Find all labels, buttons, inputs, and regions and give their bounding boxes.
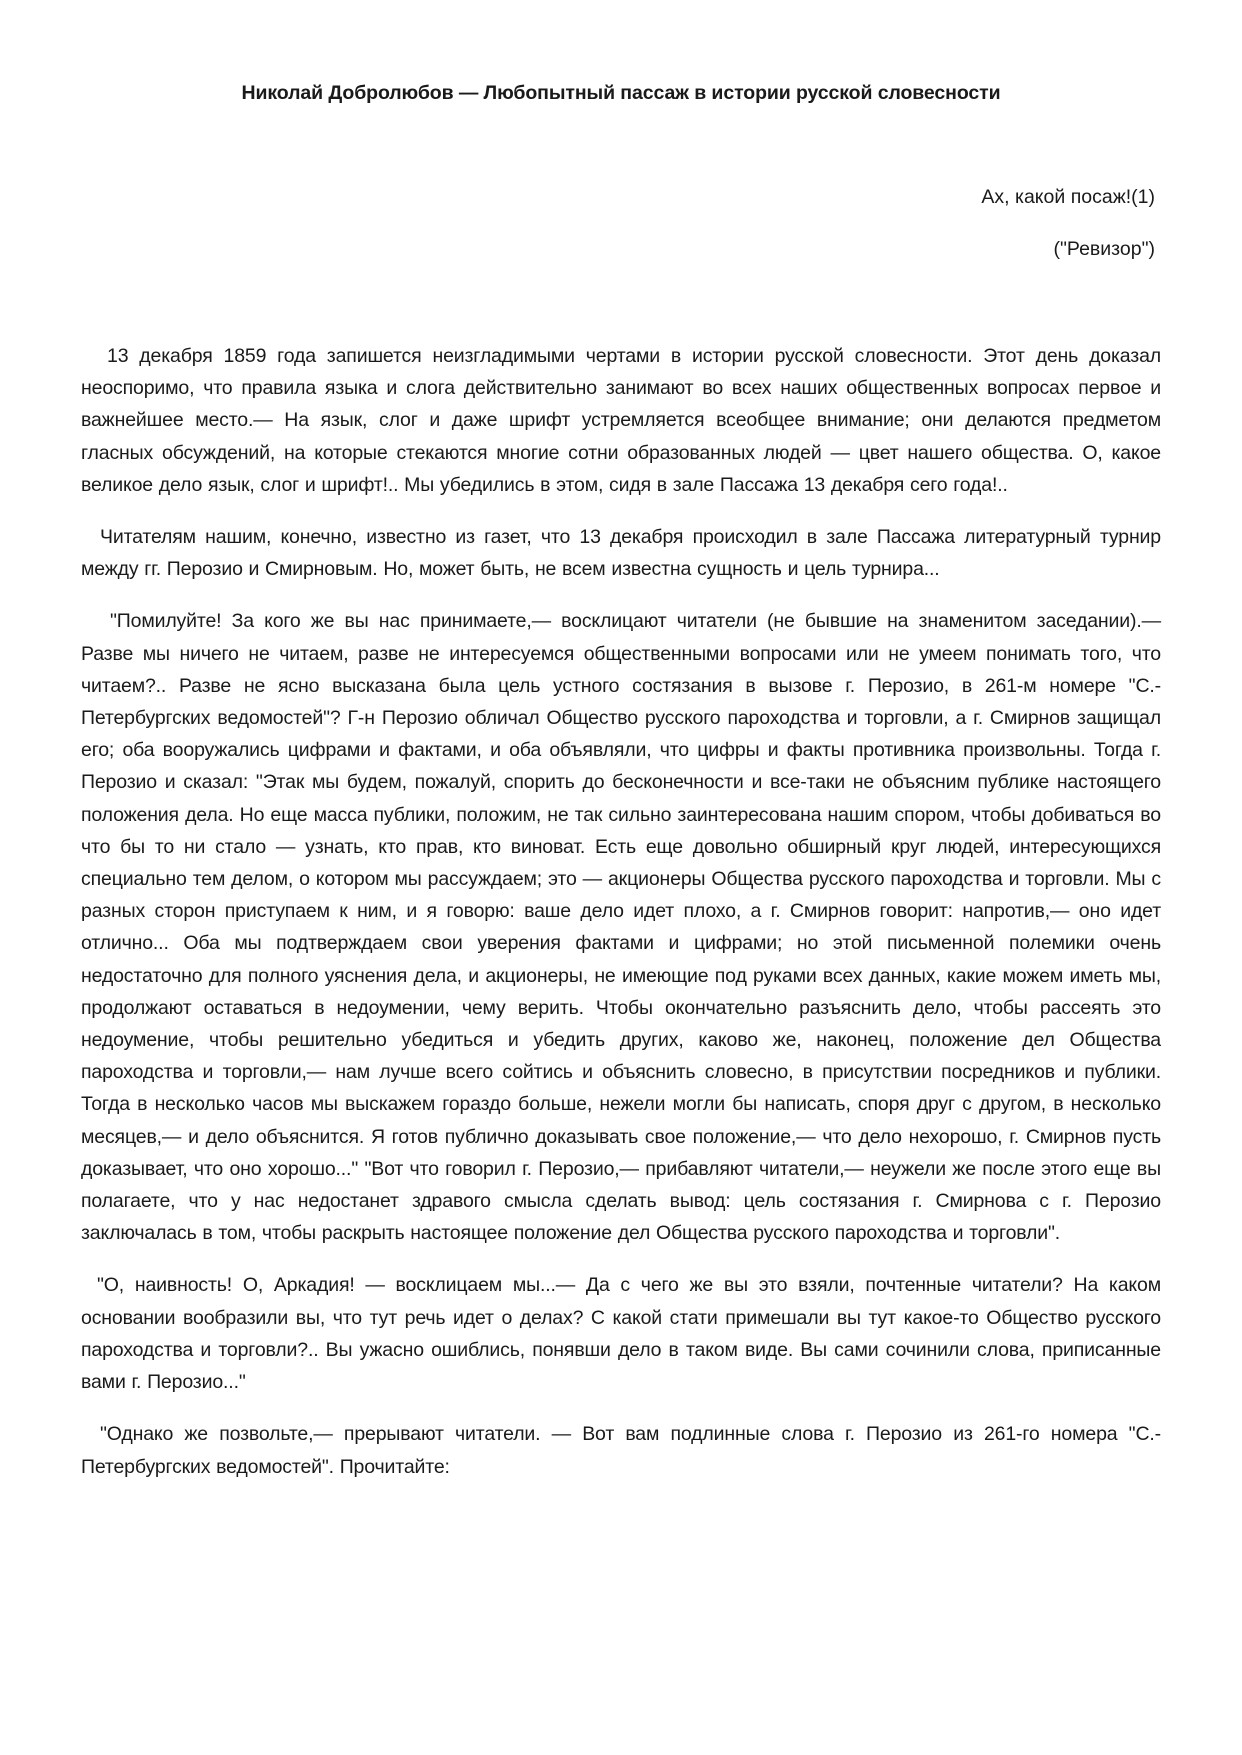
paragraph-1: 13 декабря 1859 года запишется неизгладимыми чертами в истории русской словесности. Этот день доказал неоспоримо, что правила языка и слога действительно занимают во всех наших общественных вопросах первое и важнейшее место.— На язык, слог и даже шрифт устремляется всеобщее внимание; они делаются предметом гласных обсуждений, на которые стекаются многие сотни образованных людей — цвет нашего общества. О, какое великое дело язык, слог и шрифт!.. Мы убедились в этом, сидя в зале Пассажа 13 декабря сего года!..: [81, 345, 1161, 496]
paragraph-4: "О, наивность! О, Аркадия! — восклицаем мы...— Да с чего же вы это взяли, почтенные читатели? На каком основании вообразили вы, что тут речь идет о делах? С какой стати примешали вы тут какое-то Общество русского пароходства и торговли?.. Вы ужасно ошиблись, понявши дело в таком виде. Вы сами сочинили слова, приписанные вами г. Перозио...": [81, 1274, 1161, 1394]
epigraph-source: ("Ревизор"): [1053, 238, 1155, 260]
document-title: Николай Добролюбов — Любопытный пассаж в истории русской словесности: [241, 82, 1001, 104]
paragraph-2: Читателям нашим, конечно, известно из газет, что 13 декабря происходил в зале Пассажа литературный турнир между гг. Перозио и Смирновым. Но, может быть, не всем известна сущность и цель турнира...: [81, 526, 1161, 581]
epigraph-quote: Ах, какой посаж!(1): [981, 186, 1155, 208]
document-body: [81, 340, 1161, 1503]
paragraph-5: "Однако же позвольте,— прерывают читатели. — Вот вам подлинные слова г. Перозио из 261-го номера "С.-Петербургских ведомостей". Прочитайте:: [81, 1423, 1161, 1478]
paragraph-3: "Помилуйте! За кого же вы нас принимаете,— восклицают читатели (не бывшие на знаменитом заседании).— Разве мы ничего не читаем, разве не интересуемся общественными вопросами или не умеем понимать того, что читаем?.. Разве не ясно высказана была цель устного состязания в вызове г. Перозио, в 261-м номере "С.-Петербургских ведомостей"? Г-н Перозио обличал Общество русского пароходства и торговли, а г. Смирнов защищал его; оба вооружались цифрами и фактами, и оба объявляли, что цифры и факты противника произвольны. Тогда г. Перозио и сказал: "Этак мы будем, пожалуй, спорить до бесконечности и все-таки не объясним публике настоящего положения дела. Но еще масса публики, положим, не так сильно заинтересована нашим спором, чтобы добиваться во что бы то ни стало — узнать, кто прав, кто виноват. Есть еще довольно обширный круг людей, интересующихся специально тем делом, о котором мы рассуждаем; это — акционеры Общества русского пароходства и торговли. Мы с разных сторон приступаем к ним, и я говорю: ваше дело идет плохо, а г. Смирнов говорит: напротив,— оно идет отлично... Оба мы подтверждаем свои уверения фактами и цифрами; но этой письменной полемики очень недостаточно для полного уяснения дела, и акционеры, не имеющие под руками всех данных, какие можем иметь мы, продолжают оставаться в недоумении, чему верить. Чтобы окончательно разъяснить дело, чтобы рассеять это недоумение, чтобы решительно убедиться и убедить других, каково же, наконец, положение дел Общества пароходства и торговли,— нам лучше всего сойтись и объяснить словесно, в присутствии посредников и публики. Тогда в несколько часов мы выскажем гораздо больше, нежели могли бы написать, споря друг с другом, в несколько месяцев,— и дело объяснится. Я готов публично доказывать свое положение,— что дело нехорошо, г. Смирнов пусть доказывает, что оно хорошо..." "Вот что говорил г. Перозио,— прибавляют читатели,— неужели же после этого еще вы полагаете, что у нас недостанет здравого смысла сделать вывод: цель состязания г. Смирнова с г. Перозио заключалась в том, чтобы раскрыть настоящее положение дел Общества русского пароходства и торговли".: [81, 610, 1161, 1245]
